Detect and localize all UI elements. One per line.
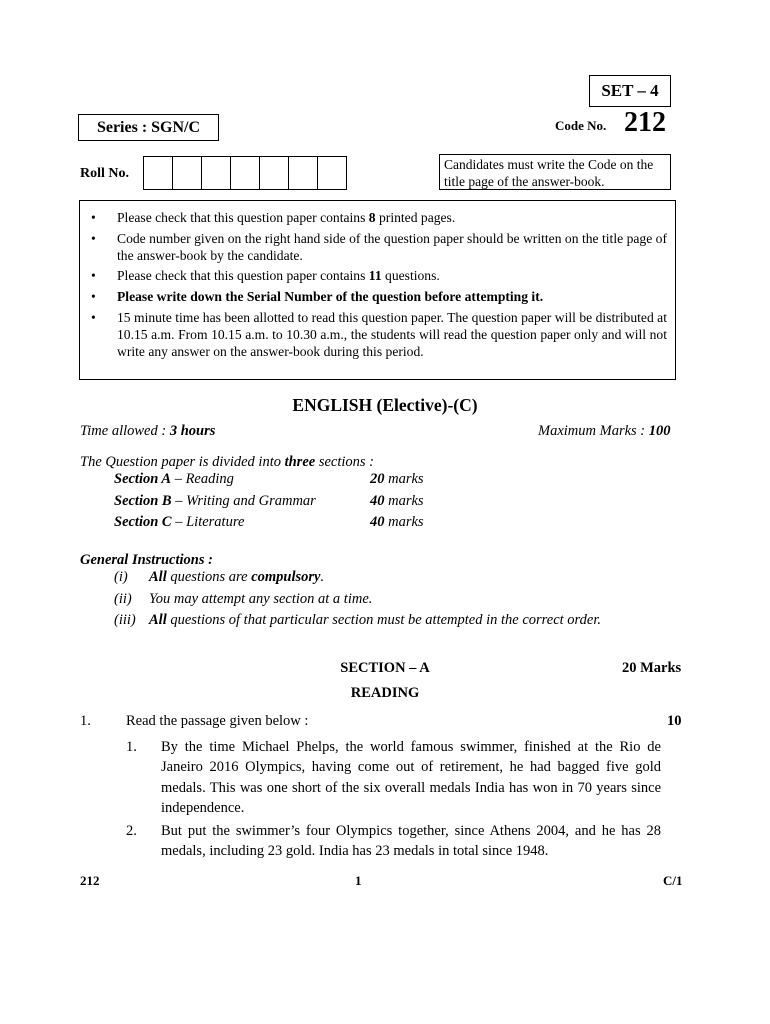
reading-title: READING xyxy=(350,685,420,701)
question-text: Read the passage given below : xyxy=(126,713,309,729)
section-row: Section B – Writing and Grammar 40 marks xyxy=(114,492,424,509)
general-instructions-list xyxy=(114,569,601,634)
series-label: Series : SGN/C xyxy=(78,114,219,141)
set-label: SET – 4 xyxy=(589,75,671,107)
roll-cell[interactable] xyxy=(289,157,318,189)
sections-table xyxy=(114,471,424,536)
roll-cell[interactable] xyxy=(173,157,202,189)
roll-number-grid[interactable] xyxy=(143,156,347,190)
notice-box xyxy=(79,200,676,380)
notice-item: • Please check that this question paper contains 8 printed pages. xyxy=(117,209,667,226)
section-row: Section C – Literature 40 marks xyxy=(114,514,424,530)
notice-item: • Please write down the Serial Number of the question before attempting it. xyxy=(117,288,667,305)
instruction-row: (iii) All questions of that particular section must be attempted in the correct order. xyxy=(114,612,602,628)
passage-paragraph: 2. But put the swimmer’s four Olympics together, since Athens 2004, and he has 28 medals, including 23 gold. India has 23 medals in total since 1948. xyxy=(126,823,661,860)
footer-code: 212 xyxy=(80,873,100,888)
general-instructions-title: General Instructions : xyxy=(80,552,213,568)
section-a-title: SECTION – A xyxy=(340,660,430,676)
candidate-note: Candidates must write the Code on the title page of the answer-book. xyxy=(439,154,671,190)
instruction-row: (i) All questions are compulsory. xyxy=(114,569,325,585)
notice-item: • 15 minute time has been allotted to read this question paper. The question paper will be distributed at 10.15 a.m. From 10.15 a.m. to 10.30 a.m., the students will read the question paper only and will not write any answer on the answer-book during this period. xyxy=(117,309,667,361)
roll-cell[interactable] xyxy=(318,157,346,189)
instruction-row: (ii) You may attempt any section at a time. xyxy=(114,590,373,607)
notice-item: • Code number given on the right hand side of the question paper should be written on the title page of the answer-book by the candidate. xyxy=(117,230,667,264)
question-number: 1. xyxy=(80,713,91,729)
section-row: Section A – Reading 20 marks xyxy=(114,471,424,487)
passage-paragraph: 1. By the time Michael Phelps, the world famous swimmer, finished at the Rio de Janeiro 2016 Olympics, having come out of retirement, he had bagged five gold medals. This was one short of the six overall medals India has won in 70 years since independence. xyxy=(126,739,661,816)
question-marks: 10 xyxy=(667,713,682,729)
footer-page-number: 1 xyxy=(355,873,362,888)
maximum-marks: Maximum Marks : 100 xyxy=(538,423,671,439)
roll-cell[interactable] xyxy=(144,157,173,189)
roll-cell[interactable] xyxy=(202,157,231,189)
code-label: Code No. xyxy=(555,118,607,133)
time-allowed: Time allowed : 3 hours xyxy=(80,423,216,439)
code-number: 212 xyxy=(624,107,666,138)
section-a-marks: 20 Marks xyxy=(622,660,682,676)
footer-set: C/1 xyxy=(663,873,683,888)
roll-label: Roll No. xyxy=(80,166,129,181)
roll-cell[interactable] xyxy=(231,157,260,189)
division-text: The Question paper is divided into three sections : xyxy=(80,454,374,470)
paper-title: ENGLISH (Elective)-(C) xyxy=(292,395,478,415)
roll-cell[interactable] xyxy=(260,157,289,189)
notice-item: • Please check that this question paper contains 11 questions. xyxy=(117,267,667,284)
